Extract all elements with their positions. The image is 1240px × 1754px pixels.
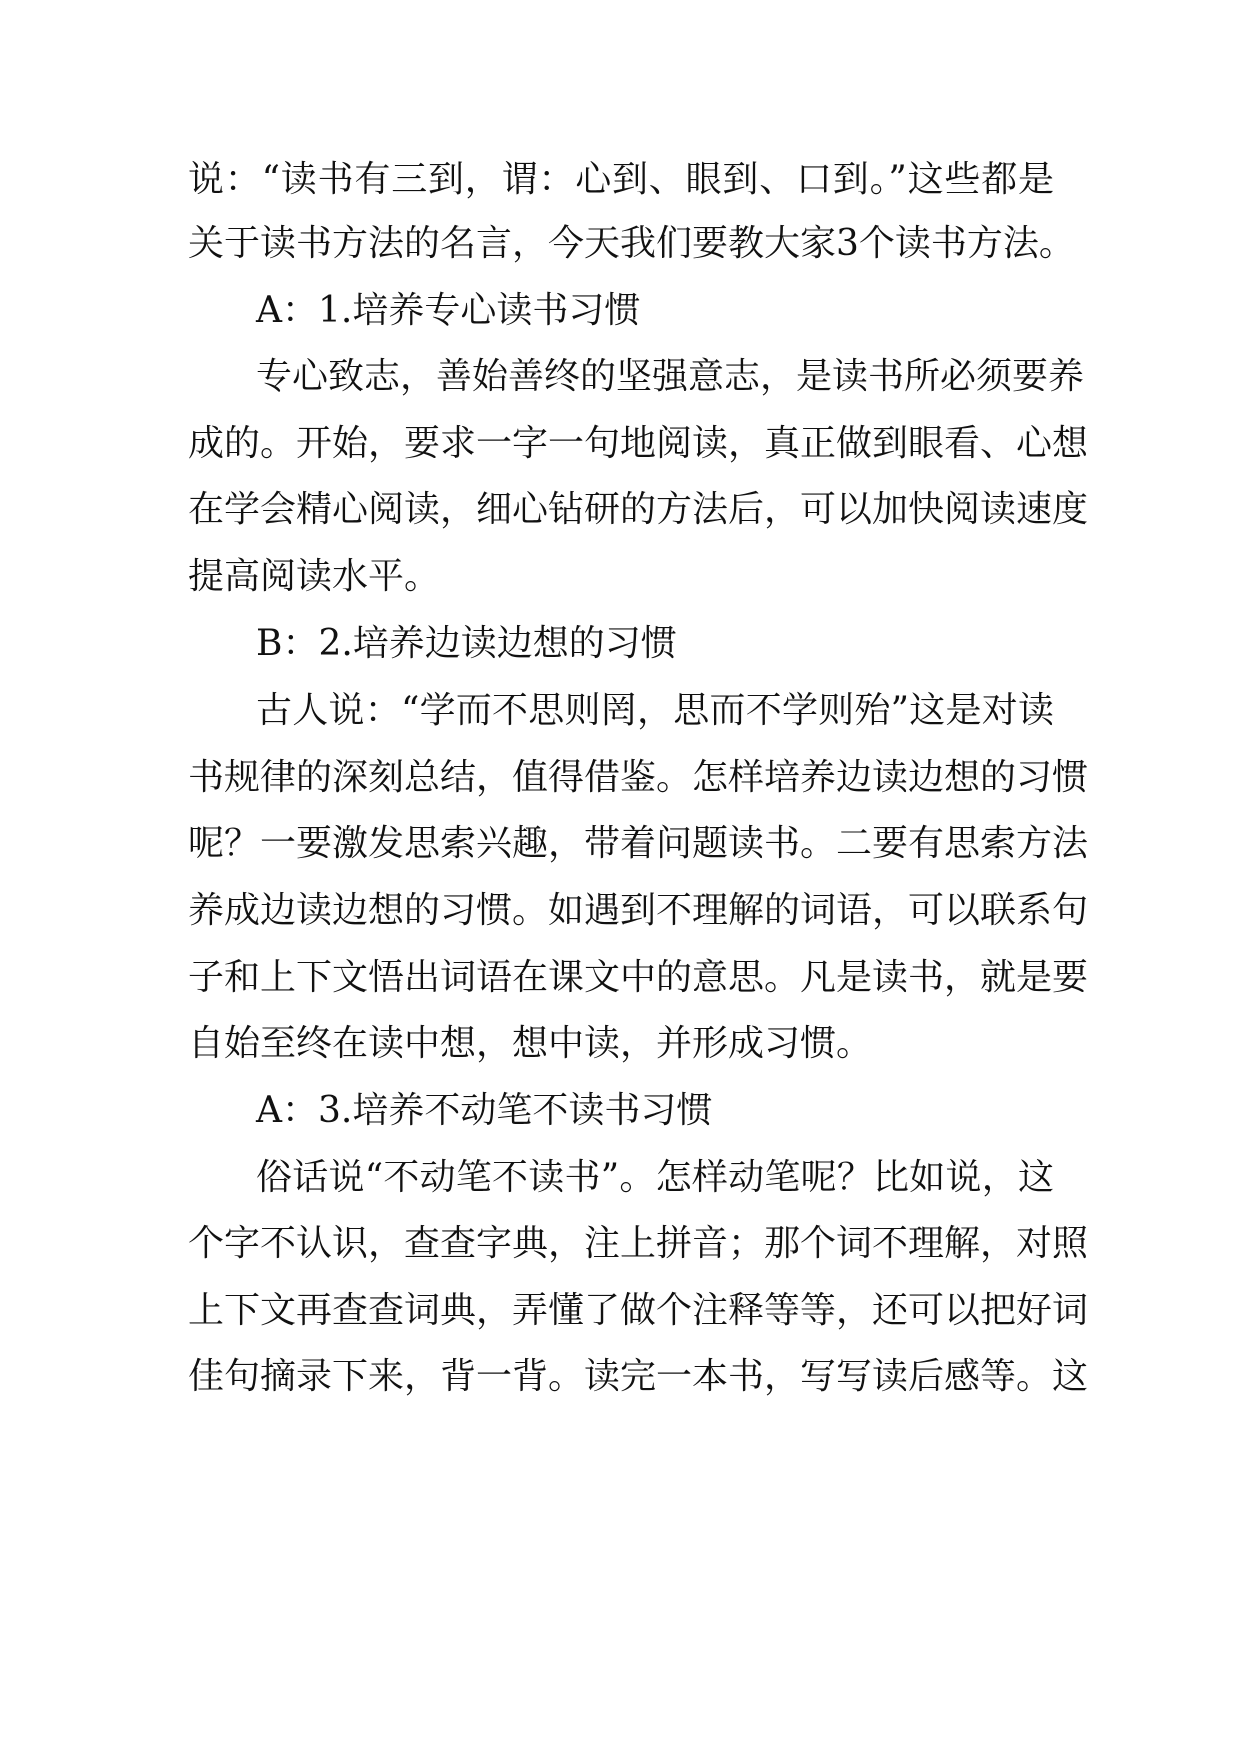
text-line: 自始至终在读中想，想中读，并形成习惯。 bbox=[188, 1023, 873, 1064]
text-line: 养成边读边想的习惯。如遇到不理解的词语，可以联系句 bbox=[188, 890, 1089, 931]
section-heading-a3: A：3.培养不动笔不读书习惯 bbox=[256, 1090, 713, 1131]
text-line: 提高阅读水平。 bbox=[188, 556, 441, 597]
text-line: 成的。开始，要求一字一句地阅读，真正做到眼看、心想 bbox=[188, 423, 1089, 464]
paragraph-start: 古人说：“学而不思则罔，思而不学则殆”这是对读 bbox=[256, 690, 1054, 731]
section-heading-b2: B：2.培养边读边想的习惯 bbox=[256, 623, 677, 664]
paragraph-start: 俗话说“不动笔不读书”。怎样动笔呢？比如说，这 bbox=[256, 1157, 1054, 1198]
text-line: 上下文再查查词典，弄懂了做个注释等等，还可以把好词 bbox=[188, 1290, 1089, 1331]
text-line: 在学会精心阅读，细心钻研的方法后，可以加快阅读速度 bbox=[188, 489, 1089, 530]
text-line: 说：“读书有三到，谓：心到、眼到、口到。”这些都是 bbox=[188, 159, 1054, 200]
text-line: 呢？一要激发思索兴趣，带着问题读书。二要有思索方法 bbox=[188, 823, 1089, 864]
text-line: 书规律的深刻总结，值得借鉴。怎样培养边读边想的习惯 bbox=[188, 757, 1089, 798]
section-heading-a1: A：1.培养专心读书习惯 bbox=[256, 290, 641, 331]
text-line: 佳句摘录下来，背一背。读完一本书，写写读后感等。这 bbox=[188, 1356, 1089, 1397]
text-line: 子和上下文悟出词语在课文中的意思。凡是读书，就是要 bbox=[188, 957, 1089, 998]
paragraph-start: 专心致志，善始善终的坚强意志，是读书所必须要养 bbox=[256, 356, 1085, 397]
text-line: 个字不认识，查查字典，注上拼音；那个词不理解，对照 bbox=[188, 1223, 1089, 1264]
text-line: 关于读书方法的名言，今天我们要教大家3个读书方法。 bbox=[188, 223, 1075, 264]
